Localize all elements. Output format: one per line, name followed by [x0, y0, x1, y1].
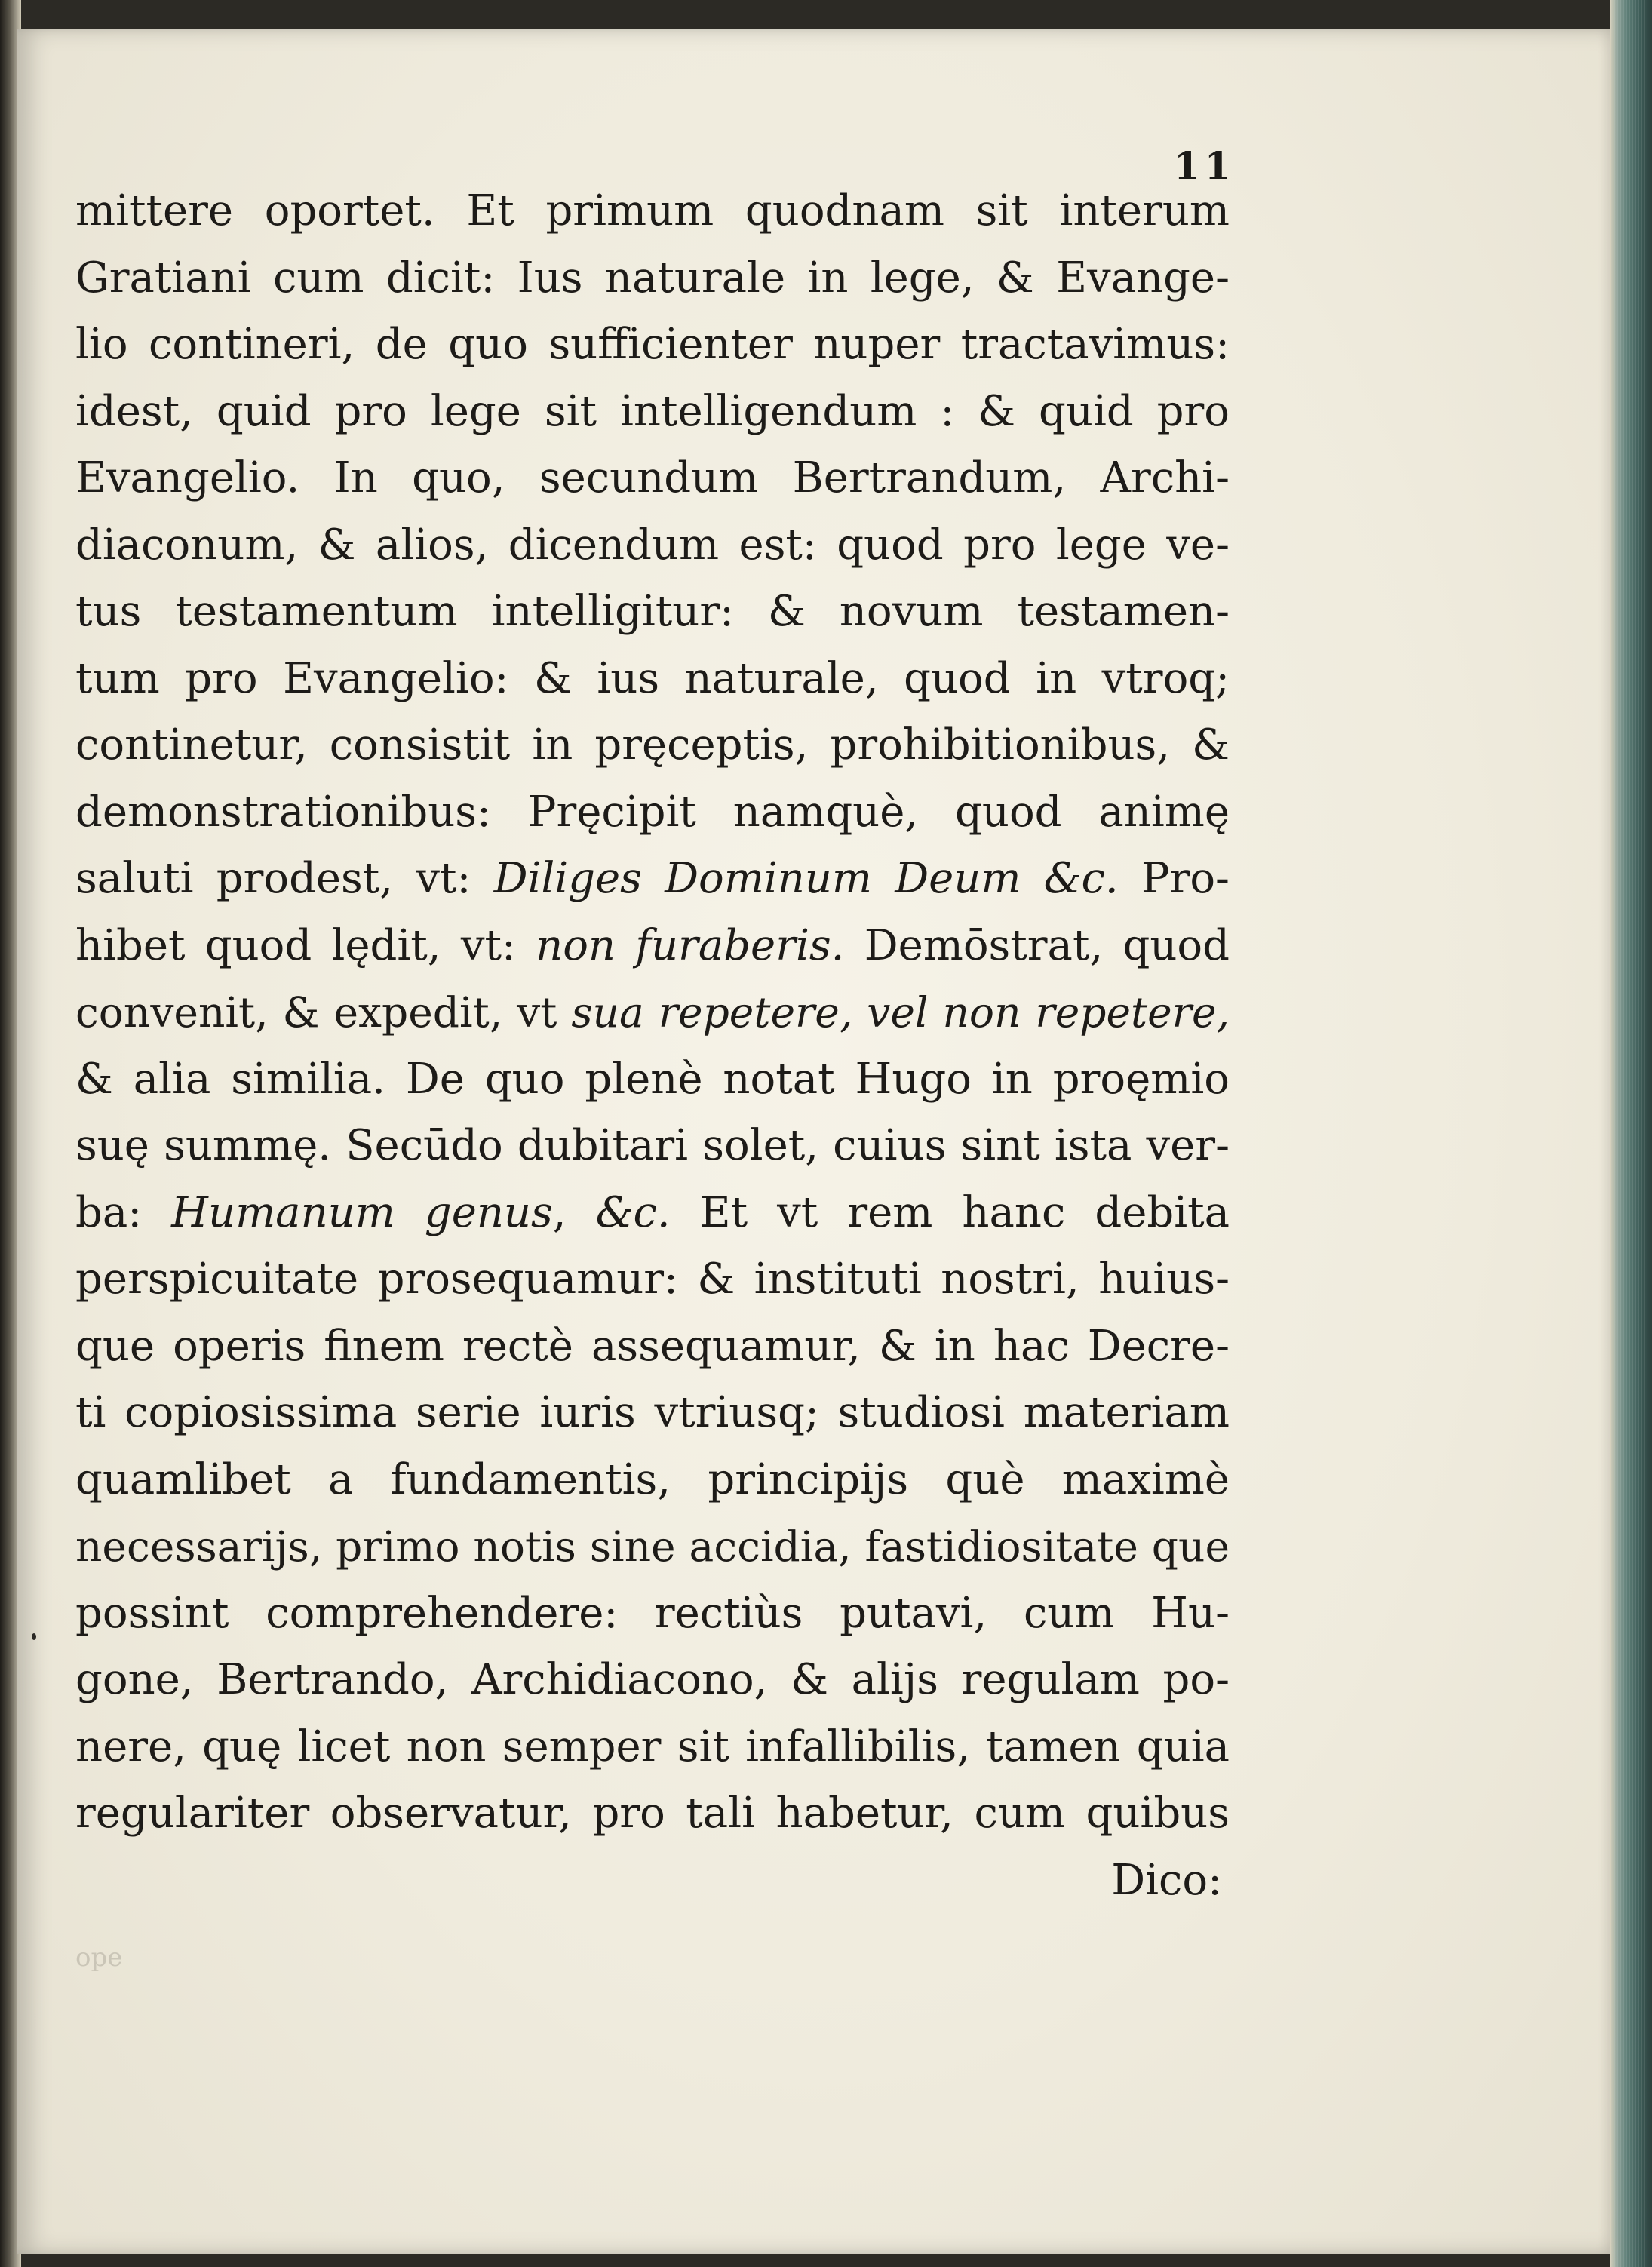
text-segment: Gratiani cum dicit: Ius naturale in lege, & Evange-: [75, 253, 1230, 303]
text-segment: tus testamentum intelligitur: & novum testamen-: [75, 587, 1230, 636]
text-segment: saluti prodest, vt:: [75, 854, 494, 903]
text-segment: perspicuitate prosequamur: & instituti nostri, huius-: [75, 1255, 1230, 1304]
text-segment: hibet quod lędit, vt:: [75, 920, 536, 970]
text-line: [75, 445, 1230, 512]
ink-speck: [32, 1633, 36, 1640]
text-segment: ti copiosissima serie iuris vtriusq; studiosi materiam: [75, 1388, 1230, 1437]
text-segment: ,: [552, 1187, 596, 1237]
text-line: [75, 579, 1230, 646]
text-line: [75, 1513, 1230, 1580]
text-line: [75, 1046, 1230, 1114]
text-segment: lio contineri, de quo sufficienter nuper tractavimus:: [75, 320, 1230, 369]
text-segment: Demōstrat, quod: [844, 920, 1230, 970]
text-segment: Dico:: [1111, 1855, 1222, 1905]
text-line: [75, 512, 1230, 579]
text-segment: Pro-: [1118, 854, 1230, 903]
text-line: [75, 712, 1230, 779]
text-segment: Et vt rem hanc debita: [670, 1187, 1230, 1237]
text-segment: quamlibet a fundamentis, principijs què maximè: [75, 1455, 1230, 1504]
text-line: [75, 1313, 1230, 1381]
text-segment: tum pro Evangelio: & ius naturale, quod in vtroq;: [75, 653, 1230, 703]
text-segment: convenit, & expedit, vt: [75, 988, 572, 1037]
text-segment: & alia similia. De quo plenè notat Hugo in proęmio: [75, 1054, 1230, 1104]
text-segment: Evangelio. In quo, secundum Bertrandum, Archi-: [75, 453, 1230, 502]
text-line: [75, 1113, 1230, 1180]
page-number: 11: [1174, 143, 1236, 188]
text-line: [75, 178, 1230, 245]
text-line: [75, 1714, 1230, 1781]
text-segment: ba:: [75, 1187, 172, 1237]
text-segment: mittere oportet. Et primum quodnam sit interum: [75, 186, 1230, 235]
text-line: [75, 1447, 1230, 1514]
text-line: [75, 913, 1230, 980]
text-segment: possint comprehendere: rectiùs putavi, cum Hu-: [75, 1588, 1230, 1638]
text-line: [75, 846, 1230, 913]
text-segment: suę summę. Secūdo dubitari solet, cuius sint ista ver-: [75, 1121, 1230, 1170]
text-line: [75, 245, 1230, 312]
text-segment: idest, quid pro lege sit intelligendum : & quid pro: [75, 386, 1230, 436]
text-segment: nere, quę licet non semper sit infallibilis, tamen quia: [75, 1722, 1230, 1771]
book-fore-edge: [1610, 0, 1652, 2267]
italic-segment: &c.: [595, 1187, 671, 1237]
italic-segment: non furaberis.: [536, 920, 845, 970]
text-line: [75, 1380, 1230, 1447]
text-line: [75, 979, 1230, 1046]
text-segment: diaconum, & alios, dicendum est: quod pro lege ve-: [75, 520, 1230, 570]
italic-segment: Diliges Dominum Deum &c.: [493, 854, 1119, 903]
text-line: [75, 1780, 1230, 1848]
text-segment: gone, Bertrando, Archidiacono, & alijs regulam po-: [75, 1655, 1230, 1704]
show-through-text: ope: [75, 1943, 123, 1973]
text-line: [75, 646, 1230, 713]
body-text: [75, 178, 1230, 1914]
text-line: [75, 779, 1230, 846]
text-segment: continetur, consistit in pręceptis, prohibitionibus, &: [75, 720, 1230, 769]
text-line: [75, 1180, 1230, 1247]
text-segment: necessarijs, primo notis sine accidia, fastidiositate que: [75, 1522, 1230, 1571]
text-segment: demonstrationibus: Pręcipit namquè, quod animę: [75, 787, 1230, 837]
text-line: [75, 379, 1230, 446]
text-line: [75, 1647, 1230, 1714]
text-line: [75, 312, 1230, 379]
text-segment: que operis finem rectè assequamur, & in hac Decre-: [75, 1321, 1230, 1371]
italic-segment: Humanum genus: [171, 1187, 553, 1237]
text-line: [75, 1246, 1230, 1313]
italic-segment: sua repetere, vel non repetere,: [571, 988, 1230, 1037]
text-line: [75, 1580, 1230, 1648]
text-line: [75, 1848, 1230, 1915]
text-segment: regulariter observatur, pro tali habetur, cum quibus: [75, 1789, 1230, 1838]
